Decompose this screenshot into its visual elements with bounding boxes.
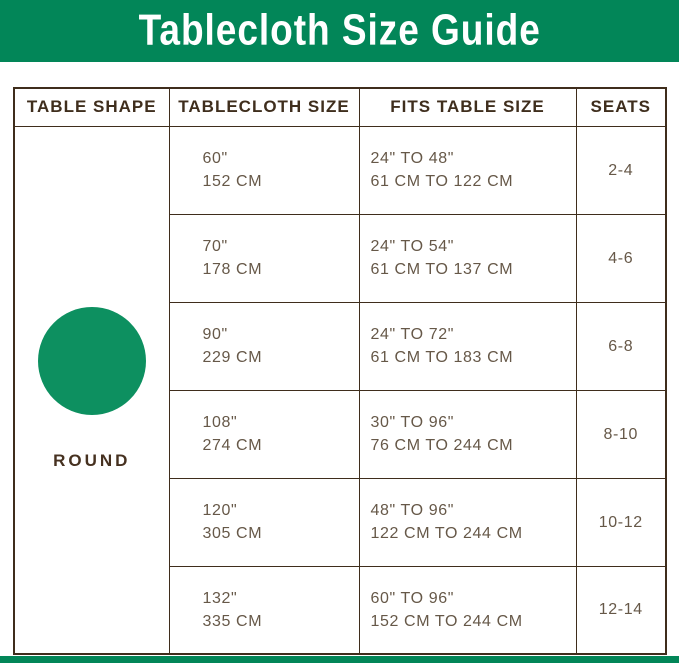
fits-inches: 24" TO 48" [370,150,454,167]
seats-cell: 10-12 [576,478,666,566]
table-row [14,126,666,214]
tablecloth-size-cell [169,478,359,566]
size-cm: 152 CM [202,173,263,190]
size-inches: 60" [202,150,228,167]
column-header-seats: SEATS [576,88,666,126]
fits-cm: 122 CM TO 244 CM [370,525,523,542]
round-shape-icon [38,307,146,415]
seats-cell: 8-10 [576,390,666,478]
fits-inches: 48" TO 96" [370,502,454,519]
size-inches: 120" [202,502,238,519]
tablecloth-size-cell [169,390,359,478]
fits-inches: 24" TO 54" [370,238,454,255]
fits-cm: 76 CM TO 244 CM [370,437,514,454]
header-row [14,88,666,126]
tablecloth-size-cell [169,566,359,654]
column-header-table-shape: TABLE SHAPE [14,88,169,126]
seats-cell: 12-14 [576,566,666,654]
size-inches: 90" [202,326,228,343]
round-label: ROUND [53,451,131,471]
title-banner [0,0,679,62]
fits-cm: 61 CM TO 122 CM [370,173,514,190]
fits-table-size-cell [359,390,576,478]
fits-inches: 24" TO 72" [370,326,454,343]
fits-table-size-cell [359,126,576,214]
column-header-fits-table-size: FITS TABLE SIZE [359,88,576,126]
column-header-tablecloth-size: TABLECLOTH SIZE [169,88,359,126]
size-cm: 305 CM [202,525,263,542]
seats-cell: 2-4 [576,126,666,214]
fits-cm: 61 CM TO 183 CM [370,349,514,366]
fits-inches: 30" TO 96" [370,414,454,431]
size-guide-table [13,87,667,655]
seats-cell: 4-6 [576,214,666,302]
size-cm: 178 CM [202,261,263,278]
fits-cm: 152 CM TO 244 CM [370,612,523,630]
size-cm: 335 CM [202,612,263,630]
footer-band [0,656,679,663]
size-cm: 274 CM [202,437,263,454]
tablecloth-size-cell [169,214,359,302]
page-title: Tablecloth Size Guide [138,6,541,55]
fits-table-size-cell [359,214,576,302]
tablecloth-size-cell [169,302,359,390]
fits-table-size-cell [359,566,576,654]
fits-table-size-cell [359,478,576,566]
size-inches: 70" [202,238,228,255]
fits-cm: 61 CM TO 137 CM [370,261,514,278]
seats-cell: 6-8 [576,302,666,390]
fits-inches: 60" TO 96" [370,589,454,607]
tablecloth-size-cell [169,126,359,214]
size-inches: 132" [202,589,238,607]
size-inches: 108" [202,414,238,431]
size-cm: 229 CM [202,349,263,366]
fits-table-size-cell [359,302,576,390]
table-shape-cell [14,126,169,654]
